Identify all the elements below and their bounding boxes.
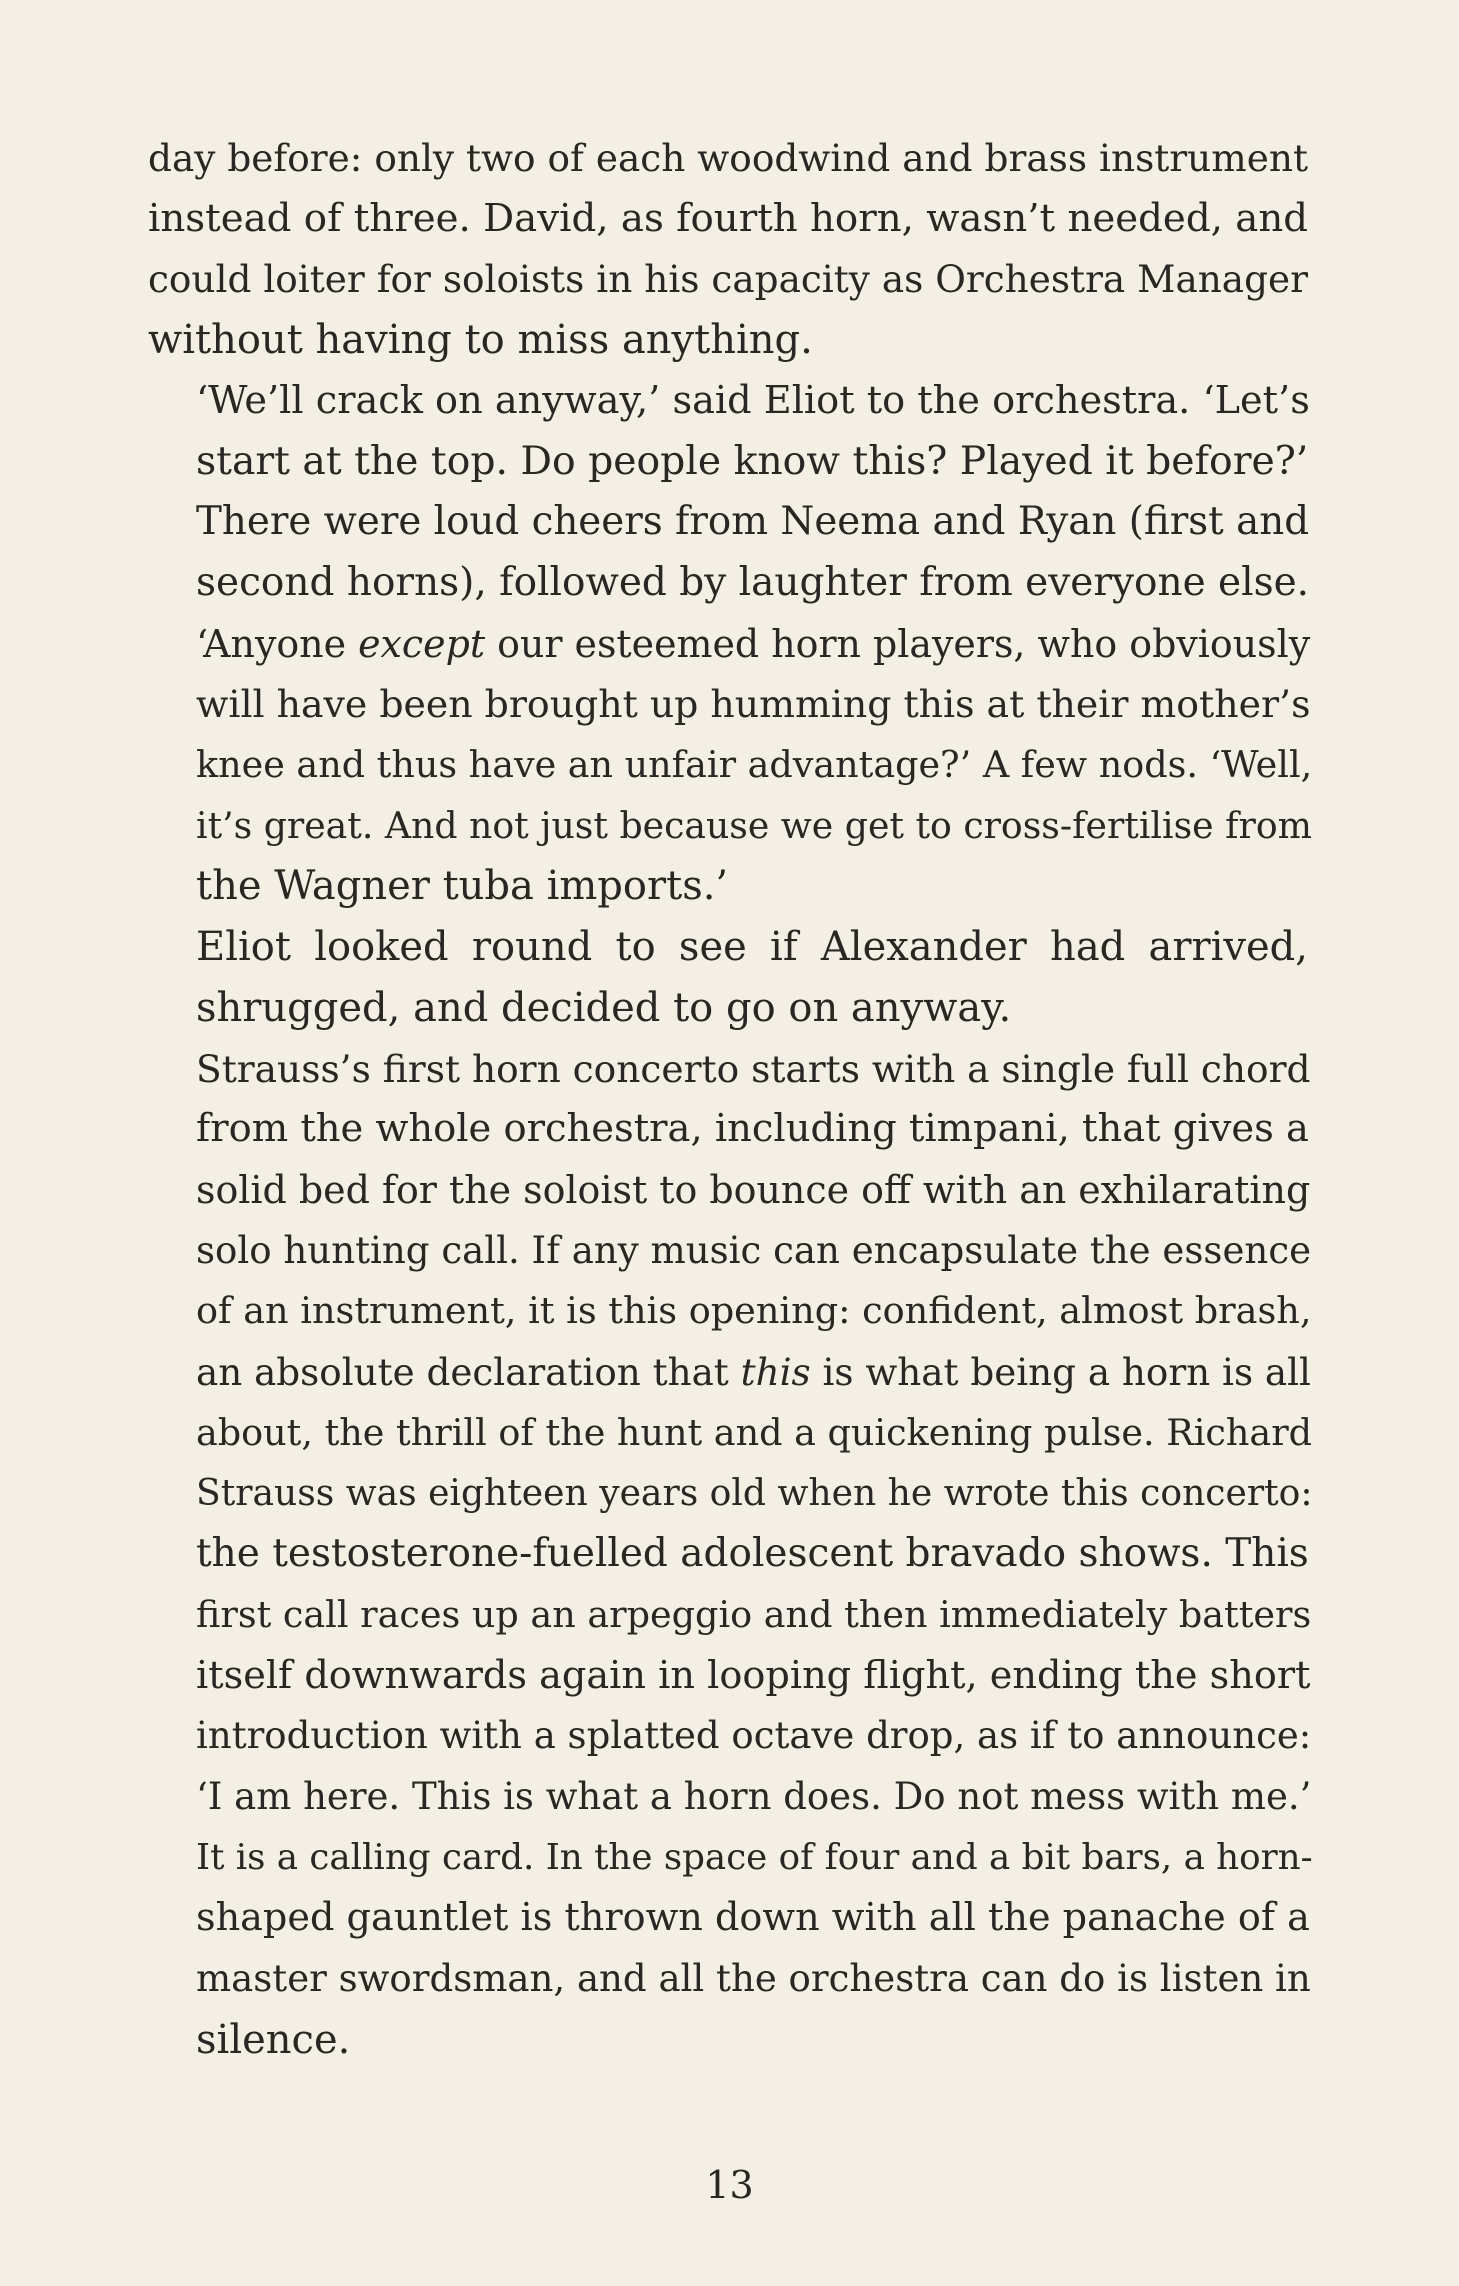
text-line: from the whole orchestra, including timpani, that gives a xyxy=(196,1106,1309,1152)
text-line: second horns), followed by laughter from everyone else. xyxy=(196,559,1310,605)
paragraph xyxy=(148,1039,1313,2071)
text-line: without having to miss anything. xyxy=(148,317,813,364)
text-line: knee and thus have an unfair advantage?’ A few nods. ‘Well, xyxy=(196,743,1313,787)
text-line: could loiter for soloists in his capacity as Orchestra Manager xyxy=(148,257,1308,302)
text-line: It is a calling card. In the space of four and a bit bars, a horn- xyxy=(196,1836,1313,1878)
paragraph xyxy=(148,917,1308,1038)
text-line: will have been brought up humming this at their mother’s xyxy=(196,682,1311,727)
text-run: is what being a horn is all xyxy=(810,1350,1311,1395)
text-line: of an instrument, it is this opening: confident, almost brash, xyxy=(196,1289,1312,1333)
text-line xyxy=(148,614,1311,675)
body-text xyxy=(148,128,1313,2071)
text-line: solid bed for the soloist to bounce off with an exhilarating xyxy=(196,1167,1311,1212)
text-run: an absolute declaration that xyxy=(196,1350,741,1395)
text-line: the testosterone-fuelled adolescent bravado shows. This xyxy=(196,1531,1309,1577)
text-line: shaped gauntlet is thrown down with all the panache of a xyxy=(196,1896,1310,1941)
text-line: ‘I am here. This is what a horn does. Do not mess with me.’ xyxy=(196,1774,1312,1818)
text-line: day before: only two of each woodwind and brass instrument xyxy=(148,136,1308,180)
emphasis: except xyxy=(358,621,486,666)
text-line: ‘We’ll crack on anyway,’ said Eliot to the orchestra. ‘Let’s xyxy=(196,377,1310,423)
text-run: ‘Anyone xyxy=(196,621,359,666)
text-line: silence. xyxy=(196,2016,351,2063)
text-line: first call races up an arpeggio and then immediately batters xyxy=(196,1592,1312,1636)
text-line: introduction with a splatted octave drop, as if to announce: xyxy=(196,1714,1312,1758)
text-line: Strauss was eighteen years old when he wrote this concerto: xyxy=(196,1472,1313,1515)
text-line: Strauss’s first horn concerto starts with a single full chord xyxy=(196,1046,1311,1091)
text-run: our esteemed horn players, who obviously xyxy=(485,621,1311,666)
paragraph xyxy=(148,371,1313,917)
text-line: shrugged, and decided to go on anyway. xyxy=(196,984,1012,1031)
text-line: There were loud cheers from Neema and Ryan (first and xyxy=(196,499,1310,545)
emphasis: this xyxy=(740,1350,811,1395)
paragraph xyxy=(148,128,1308,371)
text-line: it’s great. And not just because we get to cross-fertilise from xyxy=(196,803,1312,847)
text-line xyxy=(148,1342,1311,1403)
text-line: solo hunting call. If any music can encapsulate the essence xyxy=(196,1228,1312,1272)
text-line: master swordsman, and all the orchestra can do is listen in xyxy=(196,1957,1311,2001)
text-line: the Wagner tuba imports.’ xyxy=(196,863,729,910)
text-line: itself downwards again in looping flight, ending the short xyxy=(196,1653,1311,1698)
text-line: about, the thrill of the hunt and a quickening pulse. Richard xyxy=(196,1410,1313,1454)
text-line: start at the top. Do people know this? Played it before?’ xyxy=(196,438,1309,484)
text-line: instead of three. David, as fourth horn, wasn’t needed, and xyxy=(148,195,1308,241)
text-line: Eliot looked round to see if Alexander had arrived, xyxy=(196,924,1308,971)
page-number: 13 xyxy=(705,2163,754,2207)
